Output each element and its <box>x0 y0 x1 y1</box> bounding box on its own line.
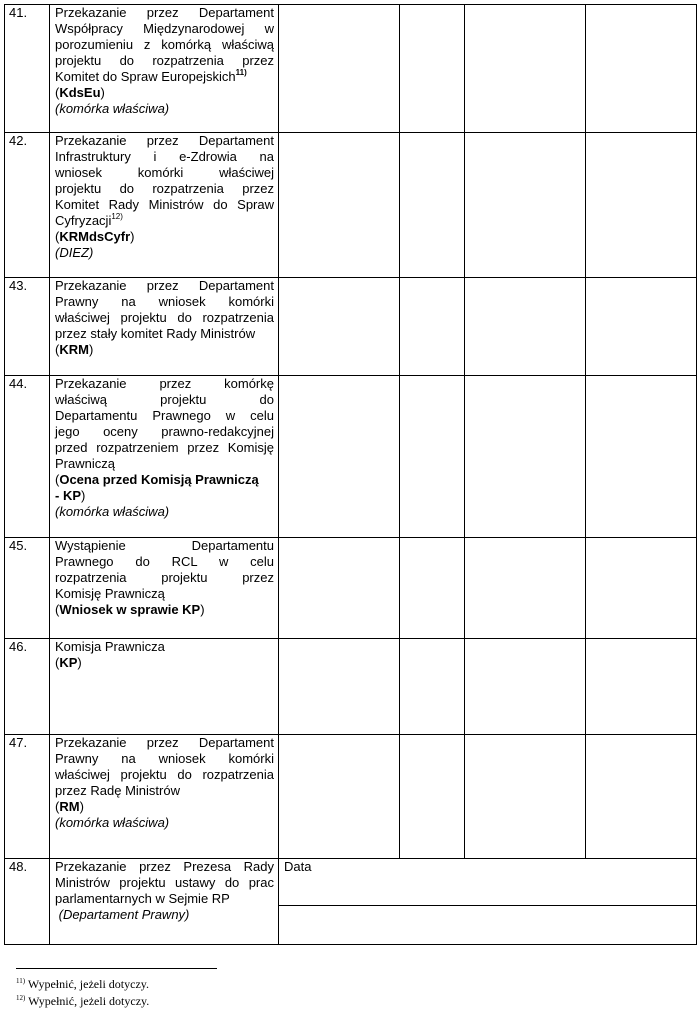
empty-cell[interactable] <box>400 278 465 376</box>
responsible-unit: (DIEZ) <box>55 245 94 260</box>
responsible-unit: (Departament Prawny) <box>55 907 190 922</box>
desc-line: rozpatrzenia projektu przez <box>55 570 274 585</box>
desc-text: Komitet do Spraw Europejskich <box>55 69 236 84</box>
desc-last-line: Komisja Prawnicza <box>55 639 165 654</box>
desc-line: wniosek komórki właściwej <box>55 165 274 180</box>
row-description <box>50 639 279 735</box>
desc-last-line: przez stały komitet Rady Ministrów <box>55 326 256 341</box>
row-description <box>50 5 279 133</box>
table-row-42 <box>5 133 697 278</box>
empty-cell[interactable] <box>465 5 586 133</box>
table-row-43 <box>5 278 697 376</box>
desc-line: Współpracy Międzynarodowej w <box>55 21 274 36</box>
desc-last-line: parlamentarnych w Sejmie RP <box>55 891 230 906</box>
code-line: (RM) <box>55 799 84 814</box>
desc-line: Prawny na wniosek komórki <box>55 294 274 309</box>
empty-cell[interactable] <box>279 639 400 735</box>
empty-cell[interactable] <box>400 639 465 735</box>
desc-line: jego oceny prawno-redakcyjnej <box>55 424 274 439</box>
desc-line: właściwą projektu do <box>55 392 274 407</box>
code-line: (KdsEu) <box>55 85 105 100</box>
empty-cell[interactable] <box>279 5 400 133</box>
empty-cell[interactable] <box>465 133 586 278</box>
desc-line: właściwej projektu do rozpatrzenia <box>55 310 274 325</box>
row-number: 47. <box>5 735 50 859</box>
desc-line: właściwej projektu do rozpatrzenia <box>55 767 274 782</box>
row-description <box>50 278 279 376</box>
procedure-code: KRMdsCyfr <box>59 229 131 244</box>
desc-line: Komitet Rady Ministrów do Spraw <box>55 197 274 212</box>
responsible-unit: (komórka właściwa) <box>55 815 170 830</box>
row-description <box>50 376 279 538</box>
empty-cell[interactable] <box>586 376 697 538</box>
empty-cell[interactable] <box>465 538 586 639</box>
footnote-separator <box>16 968 217 969</box>
desc-line: Prawnego do RCL w celu <box>55 554 274 569</box>
empty-cell[interactable] <box>279 376 400 538</box>
empty-cell[interactable] <box>586 639 697 735</box>
code-line: (KRM) <box>55 342 94 357</box>
table-row-48 <box>5 859 697 945</box>
code-line: (Ocena przed Komisją Prawniczą <box>55 472 259 487</box>
desc-last-line: Prawniczą <box>55 456 115 471</box>
date-cell <box>279 859 697 945</box>
row-description <box>50 859 279 945</box>
footnote-text: Wypełnić, jeżeli dotyczy. <box>28 994 150 1008</box>
empty-cell[interactable] <box>586 133 697 278</box>
desc-text: Cyfryzacji <box>55 213 112 228</box>
desc-line: Przekazanie przez Departament <box>55 5 274 20</box>
footnote-11 <box>16 977 149 991</box>
procedure-code: KdsEu <box>59 85 101 100</box>
footnote-12 <box>16 994 149 1008</box>
desc-line: porozumieniu z komórką właściwą <box>55 37 274 52</box>
table-row-41 <box>5 5 697 133</box>
empty-cell[interactable] <box>279 133 400 278</box>
desc-line: Przekazanie przez Departament <box>55 133 274 148</box>
empty-cell[interactable] <box>465 278 586 376</box>
procedure-code: Ocena przed Komisją Prawniczą <box>59 472 259 487</box>
table-row-44 <box>5 376 697 538</box>
desc-line: Przekazanie przez Prezesa Rady <box>55 859 274 874</box>
desc-last-line: Komisję Prawniczą <box>55 586 165 601</box>
table-row-45 <box>5 538 697 639</box>
desc-line: projektu do rozpatrzenia przez <box>55 181 274 196</box>
desc-last-line <box>55 69 274 85</box>
desc-line: Ministrów projektu ustawy do prac <box>55 875 274 890</box>
empty-cell[interactable] <box>400 133 465 278</box>
procedure-code: KP <box>59 655 78 670</box>
empty-cell[interactable] <box>279 735 400 859</box>
row-description <box>50 538 279 639</box>
row-number: 44. <box>5 376 50 538</box>
footnote-marker: 12) <box>16 994 26 1002</box>
table-row-47 <box>5 735 697 859</box>
code-line: (KP) <box>55 655 82 670</box>
code-line: (KRMdsCyfr) <box>55 229 135 244</box>
row-number: 48. <box>5 859 50 945</box>
empty-cell[interactable] <box>279 538 400 639</box>
footnote-ref: 12) <box>111 212 123 221</box>
footnote-marker: 11) <box>16 977 26 985</box>
row-number: 42. <box>5 133 50 278</box>
procedure-code: KRM <box>59 342 89 357</box>
empty-cell[interactable] <box>586 278 697 376</box>
procedure-code: Wniosek w sprawie KP <box>59 602 201 617</box>
empty-cell[interactable] <box>400 5 465 133</box>
empty-cell[interactable] <box>586 735 697 859</box>
desc-line: Wystąpienie Departamentu <box>55 538 274 553</box>
row-number: 41. <box>5 5 50 133</box>
empty-cell[interactable] <box>465 735 586 859</box>
procedure-code-cont: - KP <box>55 488 81 503</box>
desc-line: Przekazanie przez komórkę <box>55 376 274 391</box>
date-value-field[interactable] <box>279 906 696 944</box>
empty-cell[interactable] <box>400 376 465 538</box>
code-line: - KP) <box>55 488 86 503</box>
desc-line: Prawny na wniosek komórki <box>55 751 274 766</box>
row-description <box>50 735 279 859</box>
desc-line: projektu do rozpatrzenia przez <box>55 53 274 68</box>
empty-cell[interactable] <box>586 5 697 133</box>
empty-cell[interactable] <box>465 376 586 538</box>
desc-line: Przekazanie przez Departament <box>55 735 274 750</box>
table-row-46 <box>5 639 697 735</box>
desc-line: Departamentu Prawnego w celu <box>55 408 274 423</box>
date-label: Data <box>279 859 696 906</box>
row-description <box>50 133 279 278</box>
desc-line: przed rozpatrzeniem przez Komisję <box>55 440 274 455</box>
row-number: 46. <box>5 639 50 735</box>
empty-cell[interactable] <box>400 538 465 639</box>
empty-cell[interactable] <box>586 538 697 639</box>
responsible-unit: (komórka właściwa) <box>55 504 170 519</box>
empty-cell[interactable] <box>400 735 465 859</box>
desc-last-line <box>55 213 274 229</box>
desc-line: Infrastruktury i e-Zdrowia na <box>55 149 274 164</box>
empty-cell[interactable] <box>279 278 400 376</box>
code-line: (Wniosek w sprawie KP) <box>55 602 205 617</box>
procedure-code: RM <box>59 799 80 814</box>
row-number: 43. <box>5 278 50 376</box>
desc-last-line: przez Radę Ministrów <box>55 783 180 798</box>
footnote-ref: 11) <box>235 68 247 77</box>
row-number: 45. <box>5 538 50 639</box>
responsible-unit: (komórka właściwa) <box>55 101 170 116</box>
footnote-text: Wypełnić, jeżeli dotyczy. <box>27 977 149 991</box>
procedure-table <box>4 4 697 945</box>
desc-line: Przekazanie przez Departament <box>55 278 274 293</box>
empty-cell[interactable] <box>465 639 586 735</box>
